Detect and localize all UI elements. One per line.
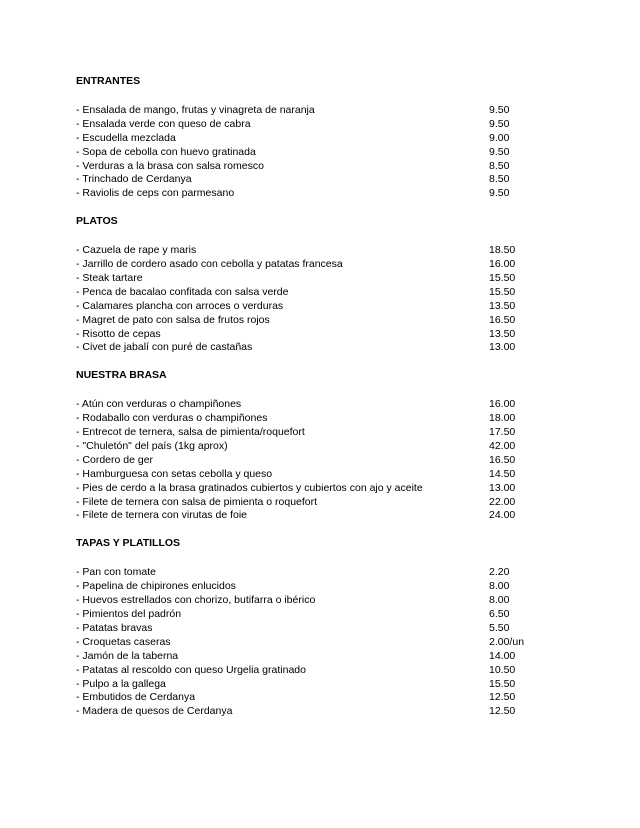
menu-item (76, 636, 556, 650)
menu-item (76, 160, 556, 174)
item-name: - Pan con tomate (76, 566, 156, 579)
menu-item (76, 454, 556, 468)
menu-item (76, 118, 556, 132)
item-name: - Jarrillo de cordero asado con cebolla y patatas francesa (76, 258, 343, 271)
item-name: - Trinchado de Cerdanya (76, 173, 192, 186)
item-price: 9.50 (489, 104, 510, 116)
item-name: - Pies de cerdo a la brasa gratinados cubiertos y cubiertos con ajo y aceite (76, 481, 423, 494)
menu-item (76, 244, 556, 258)
menu-section (76, 74, 556, 201)
menu-item (76, 650, 556, 664)
menu-item (76, 314, 556, 328)
item-name: - Ensalada verde con queso de cabra (76, 117, 251, 130)
menu-item (76, 580, 556, 594)
item-name: - Magret de pato con salsa de frutos rojos (76, 313, 270, 326)
menu-item (76, 622, 556, 636)
item-name: - Steak tartare (76, 272, 143, 285)
item-name: - Civet de jabalí con puré de castañas (76, 341, 253, 354)
item-price: 14.00 (489, 649, 516, 662)
menu-item (76, 566, 556, 580)
item-name: - Raviolis de ceps con parmesano (76, 187, 235, 200)
menu-document (76, 74, 556, 732)
item-price: 12.50 (489, 705, 516, 718)
item-price: 13.00 (489, 481, 516, 494)
menu-item (76, 398, 556, 412)
item-name: - Patatas al rescoldo con queso Urgelia gratinado (76, 663, 306, 676)
item-price: 8.50 (489, 173, 510, 186)
menu-item (76, 594, 556, 608)
menu-item (76, 482, 556, 496)
item-price: 24.00 (489, 509, 516, 522)
item-name: - Escudella mezclada (76, 131, 176, 144)
item-name: - "Chuletón" del país (1kg aprox) (76, 440, 228, 453)
item-price: 2.00/un (489, 635, 525, 648)
item-name: - Jamón de la taberna (76, 649, 179, 662)
item-price: 12.50 (489, 691, 516, 704)
menu-item (76, 426, 556, 440)
item-price: 5.50 (489, 621, 510, 634)
item-price: 9.50 (489, 117, 510, 130)
item-price: 9.00 (489, 131, 510, 144)
item-name: - Madera de quesos de Cerdanya (76, 705, 233, 718)
item-price: 16.00 (489, 398, 516, 411)
menu-item (76, 341, 556, 355)
item-price: 13.50 (489, 299, 516, 312)
item-price: 13.00 (489, 341, 516, 354)
item-price: 6.50 (489, 608, 510, 621)
menu-item (76, 509, 556, 523)
menu-section (76, 536, 556, 719)
section-heading: PLATOS (76, 215, 118, 228)
item-price: 16.50 (489, 313, 516, 326)
menu-item (76, 258, 556, 272)
item-price: 9.50 (489, 187, 510, 200)
menu-item (76, 328, 556, 342)
item-name: - Verduras a la brasa con salsa romesco (76, 159, 264, 172)
item-price: 18.00 (489, 412, 516, 425)
menu-item (76, 286, 556, 300)
menu-item (76, 146, 556, 160)
item-name: - Atún con verduras o champiñones (76, 398, 242, 411)
item-name: - Croquetas caseras (76, 635, 171, 648)
item-price: 10.50 (489, 663, 516, 676)
item-price: 42.00 (489, 440, 516, 453)
item-price: 15.50 (489, 677, 516, 690)
item-price: 15.50 (489, 272, 516, 285)
section-heading: TAPAS Y PLATILLOS (76, 537, 181, 550)
menu-item (76, 691, 556, 705)
menu-item (76, 187, 556, 201)
item-name: - Hamburguesa con setas cebolla y queso (76, 467, 273, 480)
menu-section (76, 214, 556, 355)
item-name: - Huevos estrellados con chorizo, butifarra o ibérico (76, 594, 316, 607)
menu-item (76, 412, 556, 426)
item-name: - Papelina de chipirones enlucidos (76, 580, 236, 593)
item-name: - Pimientos del padrón (76, 608, 182, 621)
item-name: - Patatas bravas (76, 621, 153, 634)
item-name: - Filete de ternera con virutas de foie (76, 509, 248, 522)
item-name: - Penca de bacalao confitada con salsa verde (76, 285, 289, 298)
item-price: 17.50 (489, 426, 516, 439)
item-name: - Pulpo a la gallega (76, 677, 166, 690)
item-price: 18.50 (489, 244, 516, 257)
item-name: - Entrecot de ternera, salsa de pimienta/roquefort (76, 426, 305, 439)
item-name: - Filete de ternera con salsa de pimienta o roquefort (76, 495, 318, 508)
menu-item (76, 132, 556, 146)
item-price: 9.50 (489, 145, 510, 158)
menu-item (76, 496, 556, 510)
menu-item (76, 468, 556, 482)
menu-item (76, 173, 556, 187)
section-heading: ENTRANTES (76, 75, 141, 87)
item-price: 15.50 (489, 285, 516, 298)
menu-section (76, 368, 556, 523)
item-price: 2.20 (489, 566, 510, 579)
menu-item (76, 664, 556, 678)
item-price: 16.00 (489, 258, 516, 271)
item-price: 13.50 (489, 327, 516, 340)
section-heading: NUESTRA BRASA (76, 369, 167, 382)
item-name: - Cordero de ger (76, 453, 154, 466)
menu-item (76, 678, 556, 692)
menu-item (76, 608, 556, 622)
item-price: 22.00 (489, 495, 516, 508)
menu-item (76, 272, 556, 286)
item-price: 8.50 (489, 159, 510, 172)
item-name: - Risotto de cepas (76, 327, 161, 340)
menu-item (76, 300, 556, 314)
item-name: - Ensalada de mango, frutas y vinagreta de naranja (76, 104, 315, 116)
item-name: - Sopa de cebolla con huevo gratinada (76, 145, 256, 158)
item-price: 16.50 (489, 453, 516, 466)
item-name: - Rodaballo con verduras o champiñones (76, 412, 268, 425)
item-name: - Cazuela de rape y maris (76, 244, 197, 257)
menu-item (76, 705, 556, 719)
item-name: - Embutidos de Cerdanya (76, 691, 196, 704)
item-price: 8.00 (489, 594, 510, 607)
menu-item (76, 104, 556, 118)
menu-item (76, 440, 556, 454)
item-price: 14.50 (489, 467, 516, 480)
item-price: 8.00 (489, 580, 510, 593)
item-name: - Calamares plancha con arroces o verduras (76, 299, 284, 312)
